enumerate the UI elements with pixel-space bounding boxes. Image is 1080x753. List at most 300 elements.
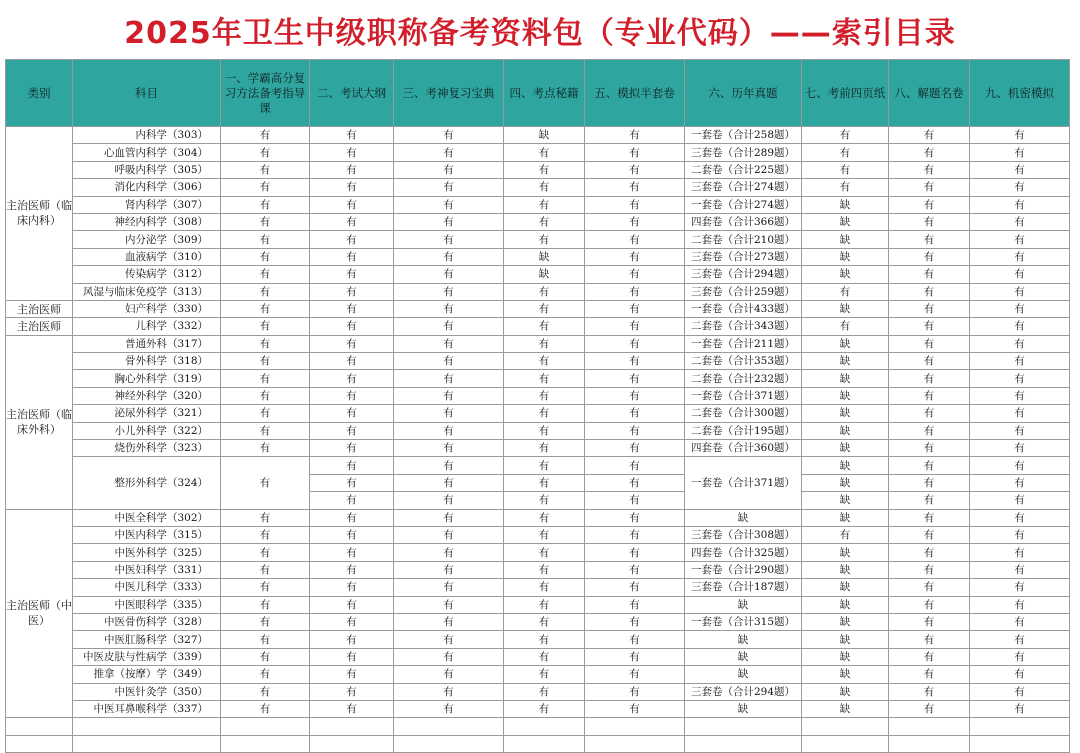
value-cell: 有 <box>585 231 685 248</box>
column-header: 七、考前四页纸 <box>802 60 889 127</box>
value-cell: 三套卷（合计274题） <box>685 179 802 196</box>
value-cell: 有 <box>394 422 504 439</box>
category-cell: 主治医师 <box>6 300 73 317</box>
table-row <box>6 440 1070 457</box>
value-cell: 有 <box>221 387 310 404</box>
empty-cell <box>970 718 1070 735</box>
table-row <box>6 613 1070 630</box>
empty-cell <box>73 735 221 752</box>
value-cell: 缺 <box>802 213 889 230</box>
value-cell: 有 <box>310 579 394 596</box>
value-cell: 有 <box>889 422 970 439</box>
value-cell: 一套卷（合计211题） <box>685 335 802 352</box>
table-body <box>6 127 1070 753</box>
value-cell: 有 <box>310 161 394 178</box>
value-cell: 有 <box>585 248 685 265</box>
subject-cell: 胸心外科学（319） <box>73 370 221 387</box>
value-cell: 缺 <box>802 683 889 700</box>
value-cell: 有 <box>394 335 504 352</box>
value-cell: 有 <box>585 318 685 335</box>
value-cell: 四套卷（合计366题） <box>685 213 802 230</box>
value-cell: 三套卷（合计308题） <box>685 526 802 543</box>
subject-cell: 推拿（按摩）学（349） <box>73 666 221 683</box>
value-cell: 有 <box>394 283 504 300</box>
value-cell: 有 <box>970 648 1070 665</box>
value-cell: 缺 <box>685 648 802 665</box>
empty-cell <box>685 718 802 735</box>
value-cell: 有 <box>221 405 310 422</box>
value-cell: 有 <box>889 231 970 248</box>
value-cell: 四套卷（合计325题） <box>685 544 802 561</box>
value-cell: 有 <box>504 196 585 213</box>
value-cell: 有 <box>585 422 685 439</box>
value-cell: 有 <box>889 440 970 457</box>
value-cell: 二套卷（合计210题） <box>685 231 802 248</box>
value-cell: 有 <box>585 300 685 317</box>
subject-cell: 心血管内科学（304） <box>73 144 221 161</box>
value-cell: 有 <box>970 213 1070 230</box>
value-cell: 有 <box>585 596 685 613</box>
value-cell: 有 <box>310 127 394 144</box>
column-header: 一、学霸高分复习方法备考指导课 <box>221 60 310 127</box>
value-cell: 有 <box>889 666 970 683</box>
value-cell: 有 <box>504 509 585 526</box>
value-cell: 有 <box>394 526 504 543</box>
value-cell: 缺 <box>504 127 585 144</box>
value-cell: 有 <box>970 457 1070 474</box>
value-cell: 有 <box>504 544 585 561</box>
table-row <box>6 283 1070 300</box>
value-cell: 有 <box>504 179 585 196</box>
column-header: 八、解题名卷 <box>889 60 970 127</box>
value-cell: 有 <box>889 144 970 161</box>
value-cell: 有 <box>585 266 685 283</box>
value-cell: 有 <box>585 196 685 213</box>
value-cell: 有 <box>504 161 585 178</box>
table-row <box>6 370 1070 387</box>
value-cell: 有 <box>394 579 504 596</box>
subject-cell: 中医全科学（302） <box>73 509 221 526</box>
value-cell: 三套卷（合计289题） <box>685 144 802 161</box>
value-cell: 有 <box>310 440 394 457</box>
value-cell: 有 <box>585 579 685 596</box>
value-cell: 有 <box>970 561 1070 578</box>
value-cell: 缺 <box>802 457 889 474</box>
column-header: 三、考神复习宝典 <box>394 60 504 127</box>
empty-cell <box>6 718 73 735</box>
value-cell: 有 <box>889 596 970 613</box>
category-cell: 主治医师（临床外科） <box>6 335 73 509</box>
value-cell: 有 <box>970 492 1070 509</box>
value-cell: 有 <box>889 248 970 265</box>
subject-cell: 呼吸内科学（305） <box>73 161 221 178</box>
value-cell: 有 <box>889 457 970 474</box>
value-cell: 有 <box>221 248 310 265</box>
value-cell: 缺 <box>802 492 889 509</box>
value-cell: 有 <box>585 613 685 630</box>
table-row <box>6 127 1070 144</box>
value-cell: 一套卷（合计258题） <box>685 127 802 144</box>
page-title: 2025年卫生中级职称备考资料包（专业代码）——索引目录 <box>124 16 956 51</box>
value-cell: 有 <box>585 405 685 422</box>
value-cell: 有 <box>889 353 970 370</box>
column-header: 科目 <box>73 60 221 127</box>
value-cell: 有 <box>504 683 585 700</box>
value-cell: 有 <box>504 335 585 352</box>
value-cell: 有 <box>310 300 394 317</box>
value-cell: 有 <box>585 648 685 665</box>
value-cell: 三套卷（合计273题） <box>685 248 802 265</box>
value-cell: 有 <box>970 579 1070 596</box>
value-cell: 二套卷（合计300题） <box>685 405 802 422</box>
subject-cell: 小儿外科学（322） <box>73 422 221 439</box>
value-cell: 二套卷（合计232题） <box>685 370 802 387</box>
value-cell: 有 <box>221 353 310 370</box>
value-cell: 有 <box>394 318 504 335</box>
value-cell: 有 <box>221 179 310 196</box>
category-cell: 主治医师 <box>6 318 73 335</box>
value-cell: 有 <box>221 457 310 509</box>
value-cell: 有 <box>310 666 394 683</box>
value-cell: 缺 <box>504 266 585 283</box>
value-cell: 有 <box>585 335 685 352</box>
value-cell: 缺 <box>685 631 802 648</box>
value-cell: 有 <box>585 683 685 700</box>
value-cell: 有 <box>394 544 504 561</box>
value-cell: 缺 <box>685 666 802 683</box>
value-cell: 三套卷（合计294题） <box>685 683 802 700</box>
value-cell: 有 <box>504 474 585 491</box>
value-cell: 有 <box>970 161 1070 178</box>
value-cell: 三套卷（合计187题） <box>685 579 802 596</box>
value-cell: 有 <box>221 648 310 665</box>
value-cell: 有 <box>970 683 1070 700</box>
value-cell: 有 <box>394 596 504 613</box>
value-cell: 有 <box>889 283 970 300</box>
table-row <box>6 300 1070 317</box>
value-cell: 缺 <box>802 353 889 370</box>
subject-cell: 骨外科学（318） <box>73 353 221 370</box>
empty-cell <box>394 718 504 735</box>
value-cell: 缺 <box>802 509 889 526</box>
subject-cell: 中医耳鼻喉科学（337） <box>73 700 221 717</box>
column-header: 二、考试大纲 <box>310 60 394 127</box>
value-cell: 缺 <box>802 700 889 717</box>
value-cell: 有 <box>504 387 585 404</box>
value-cell: 有 <box>504 631 585 648</box>
value-cell: 有 <box>221 613 310 630</box>
value-cell: 有 <box>889 561 970 578</box>
subject-cell: 中医针灸学（350） <box>73 683 221 700</box>
column-header: 五、模拟半套卷 <box>585 60 685 127</box>
table-row <box>6 318 1070 335</box>
subject-cell: 中医皮肤与性病学（339） <box>73 648 221 665</box>
empty-cell <box>970 735 1070 752</box>
value-cell: 有 <box>889 405 970 422</box>
value-cell: 有 <box>221 509 310 526</box>
value-cell: 三套卷（合计294题） <box>685 266 802 283</box>
table-row <box>6 700 1070 717</box>
value-cell: 有 <box>394 613 504 630</box>
value-cell: 有 <box>504 300 585 317</box>
value-cell: 有 <box>970 526 1070 543</box>
empty-cell <box>504 718 585 735</box>
value-cell: 有 <box>504 422 585 439</box>
value-cell: 有 <box>889 179 970 196</box>
value-cell: 缺 <box>802 561 889 578</box>
value-cell: 有 <box>310 405 394 422</box>
value-cell: 有 <box>394 161 504 178</box>
value-cell: 有 <box>221 700 310 717</box>
value-cell: 有 <box>585 353 685 370</box>
table-row <box>6 231 1070 248</box>
value-cell: 有 <box>802 127 889 144</box>
empty-cell <box>394 735 504 752</box>
value-cell: 有 <box>221 422 310 439</box>
value-cell: 四套卷（合计360题） <box>685 440 802 457</box>
empty-cell <box>585 718 685 735</box>
value-cell: 有 <box>889 683 970 700</box>
value-cell: 有 <box>585 474 685 491</box>
value-cell: 有 <box>504 318 585 335</box>
table-row <box>6 509 1070 526</box>
subject-cell: 儿科学（332） <box>73 318 221 335</box>
table-row <box>6 579 1070 596</box>
value-cell: 有 <box>585 492 685 509</box>
header-row <box>6 60 1070 127</box>
value-cell: 有 <box>394 266 504 283</box>
value-cell: 有 <box>310 266 394 283</box>
value-cell: 一套卷（合计315题） <box>685 613 802 630</box>
value-cell: 有 <box>221 266 310 283</box>
subject-cell: 中医内科学（315） <box>73 526 221 543</box>
value-cell: 有 <box>394 179 504 196</box>
value-cell: 一套卷（合计371题） <box>685 457 802 509</box>
column-header: 类别 <box>6 60 73 127</box>
value-cell: 缺 <box>802 387 889 404</box>
value-cell: 有 <box>970 283 1070 300</box>
empty-cell <box>685 735 802 752</box>
value-cell: 有 <box>585 127 685 144</box>
value-cell: 有 <box>310 248 394 265</box>
table-row <box>6 422 1070 439</box>
value-cell: 有 <box>310 387 394 404</box>
value-cell: 有 <box>889 579 970 596</box>
value-cell: 缺 <box>802 440 889 457</box>
table-row <box>6 544 1070 561</box>
value-cell: 三套卷（合计259题） <box>685 283 802 300</box>
value-cell: 有 <box>310 231 394 248</box>
value-cell: 有 <box>394 196 504 213</box>
empty-cell <box>802 735 889 752</box>
value-cell: 有 <box>585 283 685 300</box>
value-cell: 有 <box>504 370 585 387</box>
value-cell: 有 <box>221 666 310 683</box>
value-cell: 有 <box>310 353 394 370</box>
value-cell: 有 <box>310 596 394 613</box>
value-cell: 有 <box>394 144 504 161</box>
subject-cell: 内科学（303） <box>73 127 221 144</box>
subject-cell: 神经外科学（320） <box>73 387 221 404</box>
value-cell: 有 <box>585 561 685 578</box>
value-cell: 有 <box>970 440 1070 457</box>
value-cell: 有 <box>889 161 970 178</box>
value-cell: 有 <box>394 474 504 491</box>
value-cell: 缺 <box>802 248 889 265</box>
value-cell: 有 <box>221 318 310 335</box>
subject-cell: 烧伤外科学（323） <box>73 440 221 457</box>
value-cell: 缺 <box>802 579 889 596</box>
table-row <box>6 353 1070 370</box>
value-cell: 缺 <box>802 631 889 648</box>
subject-cell: 神经内科学（308） <box>73 213 221 230</box>
value-cell: 有 <box>310 561 394 578</box>
value-cell: 有 <box>310 179 394 196</box>
value-cell: 二套卷（合计353题） <box>685 353 802 370</box>
value-cell: 有 <box>221 127 310 144</box>
value-cell: 缺 <box>802 422 889 439</box>
value-cell: 有 <box>310 613 394 630</box>
value-cell: 一套卷（合计433题） <box>685 300 802 317</box>
empty-cell <box>221 735 310 752</box>
value-cell: 有 <box>310 196 394 213</box>
value-cell: 有 <box>970 370 1070 387</box>
value-cell: 有 <box>221 231 310 248</box>
subject-cell: 泌尿外科学（321） <box>73 405 221 422</box>
value-cell: 有 <box>802 144 889 161</box>
value-cell: 有 <box>802 161 889 178</box>
value-cell: 有 <box>802 283 889 300</box>
value-cell: 有 <box>585 631 685 648</box>
value-cell: 一套卷（合计274题） <box>685 196 802 213</box>
table-row <box>6 213 1070 230</box>
value-cell: 缺 <box>802 648 889 665</box>
value-cell: 有 <box>221 335 310 352</box>
value-cell: 有 <box>802 318 889 335</box>
value-cell: 有 <box>394 213 504 230</box>
value-cell: 缺 <box>802 596 889 613</box>
column-header: 四、考点秘籍 <box>504 60 585 127</box>
value-cell: 有 <box>889 213 970 230</box>
value-cell: 有 <box>221 144 310 161</box>
value-cell: 有 <box>889 648 970 665</box>
value-cell: 有 <box>889 266 970 283</box>
value-cell: 有 <box>504 666 585 683</box>
value-cell: 有 <box>889 700 970 717</box>
value-cell: 有 <box>504 405 585 422</box>
value-cell: 有 <box>221 579 310 596</box>
subject-cell: 中医骨伤科学（328） <box>73 613 221 630</box>
value-cell: 有 <box>889 474 970 491</box>
value-cell: 有 <box>889 631 970 648</box>
empty-cell <box>504 735 585 752</box>
value-cell: 有 <box>970 266 1070 283</box>
subject-cell: 传染病学（312） <box>73 266 221 283</box>
table-row <box>6 335 1070 352</box>
value-cell: 有 <box>394 370 504 387</box>
value-cell: 有 <box>585 544 685 561</box>
value-cell: 缺 <box>685 596 802 613</box>
value-cell: 缺 <box>802 544 889 561</box>
value-cell: 有 <box>310 648 394 665</box>
value-cell: 有 <box>504 213 585 230</box>
value-cell: 有 <box>970 474 1070 491</box>
value-cell: 有 <box>310 144 394 161</box>
value-cell: 有 <box>889 335 970 352</box>
subject-cell: 中医儿科学（333） <box>73 579 221 596</box>
value-cell: 有 <box>970 509 1070 526</box>
subject-cell: 风湿与临床免疫学（313） <box>73 283 221 300</box>
value-cell: 有 <box>802 526 889 543</box>
value-cell: 有 <box>310 474 394 491</box>
subject-cell: 中医肛肠科学（327） <box>73 631 221 648</box>
subject-cell: 中医外科学（325） <box>73 544 221 561</box>
table-row <box>6 631 1070 648</box>
value-cell: 有 <box>221 526 310 543</box>
column-header: 六、历年真题 <box>685 60 802 127</box>
value-cell: 有 <box>310 700 394 717</box>
value-cell: 有 <box>889 509 970 526</box>
empty-cell <box>73 718 221 735</box>
value-cell: 有 <box>889 318 970 335</box>
table-row <box>6 266 1070 283</box>
value-cell: 有 <box>504 492 585 509</box>
value-cell: 有 <box>585 440 685 457</box>
value-cell: 有 <box>889 544 970 561</box>
value-cell: 有 <box>504 561 585 578</box>
value-cell: 有 <box>970 596 1070 613</box>
value-cell: 有 <box>585 457 685 474</box>
value-cell: 有 <box>394 387 504 404</box>
value-cell: 有 <box>585 179 685 196</box>
value-cell: 有 <box>585 144 685 161</box>
value-cell: 有 <box>221 196 310 213</box>
empty-cell <box>802 718 889 735</box>
subject-cell: 整形外科学（324） <box>73 457 221 509</box>
value-cell: 有 <box>394 561 504 578</box>
table-row <box>6 196 1070 213</box>
table-row <box>6 666 1070 683</box>
empty-cell <box>889 718 970 735</box>
value-cell: 有 <box>585 509 685 526</box>
value-cell: 有 <box>394 683 504 700</box>
value-cell: 有 <box>504 526 585 543</box>
value-cell: 有 <box>970 405 1070 422</box>
table-row <box>6 387 1070 404</box>
value-cell: 有 <box>394 405 504 422</box>
value-cell: 有 <box>221 596 310 613</box>
value-cell: 缺 <box>802 370 889 387</box>
value-cell: 有 <box>221 213 310 230</box>
empty-row <box>6 735 1070 752</box>
table-row <box>6 457 1070 474</box>
subject-cell: 中医妇科学（331） <box>73 561 221 578</box>
value-cell: 有 <box>310 283 394 300</box>
empty-row <box>6 718 1070 735</box>
value-cell: 有 <box>221 161 310 178</box>
table-row <box>6 526 1070 543</box>
value-cell: 有 <box>221 370 310 387</box>
value-cell: 有 <box>310 335 394 352</box>
value-cell: 有 <box>394 248 504 265</box>
value-cell: 有 <box>221 300 310 317</box>
value-cell: 有 <box>585 387 685 404</box>
value-cell: 有 <box>585 526 685 543</box>
value-cell: 有 <box>970 318 1070 335</box>
value-cell: 一套卷（合计371题） <box>685 387 802 404</box>
value-cell: 有 <box>970 631 1070 648</box>
value-cell: 有 <box>394 353 504 370</box>
